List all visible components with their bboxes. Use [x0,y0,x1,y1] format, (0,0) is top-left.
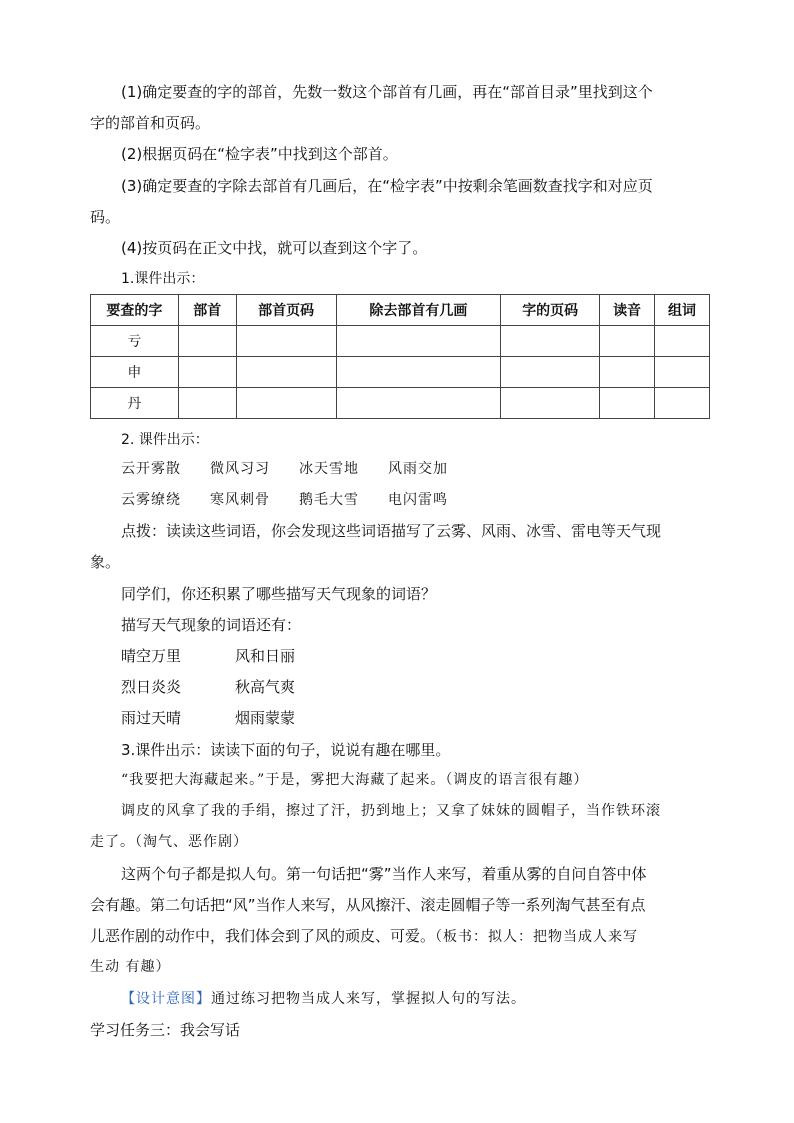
table-header: 字的页码 [501,295,600,326]
extra-weather-word: 雨过天晴 [121,709,182,727]
table-row [91,326,710,357]
task-3-title: 学习任务三：我会写话 [90,1021,241,1039]
table-cell [178,388,236,419]
table-header: 读音 [600,295,655,326]
step-1-line-1: (1)确定要查的字的部首，先数一数这个部首有几画，再在“部首目录”里找到这个 [121,83,653,101]
lookup-table [90,294,710,419]
section-3-title: 3.课件出示：读读下面的句子，说说有趣在哪里。 [121,741,451,759]
table-cell [336,388,501,419]
step-2: (2)根据页码在“检字表”中找到这个部首。 [121,145,398,163]
table-cell [655,326,710,357]
example-sentence-2-line-1: 调皮的风拿了我的手绢，擦过了汗，扔到地上；又拿了妹妹的圆帽子，当作铁环滚 [121,803,661,819]
weather-word: 微风习习 [210,461,270,477]
extra-weather-word: 烟雨蒙蒙 [235,709,296,727]
table-header-row [91,295,710,326]
table-header: 部首页码 [236,295,336,326]
table-cell [178,326,236,357]
question: 同学们，你还积累了哪些描写天气现象的词语？ [121,585,437,603]
table-cell [600,326,655,357]
explanation-line-3 [90,926,638,947]
step-1-line-2: 字的部首和页码。 [90,114,211,132]
blackboard-note-end: 生动 有趣） [90,959,171,975]
example-sentence-1: “我要把大海藏起来。”于是，雾把大海藏了起来。（调皮的语言很有趣） [121,772,589,788]
extra-weather-word: 秋高气爽 [235,678,296,696]
table-header: 部首 [178,295,236,326]
table-cell [501,326,600,357]
table-cell [600,388,655,419]
table-cell [600,357,655,388]
table-row [91,357,710,388]
table-cell [655,357,710,388]
table-cell: 申 [91,357,179,388]
weather-word: 寒风刺骨 [210,492,270,508]
tip-line-1: 点拨：读读这些词语，你会发现这些词语描写了云雾、风雨、冰雪、雷电等天气现 [121,522,662,540]
table-cell [236,357,336,388]
extra-weather-word: 风和日丽 [235,647,296,665]
table-cell [336,357,501,388]
table-header: 除去部首有几画 [336,295,501,326]
table-cell [655,388,710,419]
table-cell [236,326,336,357]
section-1-title: 1.课件出示： [121,271,205,287]
blackboard-note: （板书：拟人：把物当成人来写 [435,929,639,945]
table-cell [178,357,236,388]
step-3-line-1: (3)确定要查的字除去部首有几画后，在“检字表”中按剩余笔画数查找字和对应页 [121,177,653,195]
step-3-line-2: 码。 [90,208,121,226]
table-row [91,388,710,419]
table-cell [236,388,336,419]
explanation-line-3-text: 儿恶作剧的动作中，我们体会到了风的顽皮、可爱。 [90,927,436,945]
table-header: 要查的字 [91,295,179,326]
table-cell [336,326,501,357]
explanation-line-1: 这两个句子都是拟人句。第一句话把“雾”当作人来写，着重从雾的自问自答中体 [121,865,647,883]
step-4: (4)按页码在正文中找，就可以查到这个字了。 [121,239,428,257]
more-words-intro: 描写天气现象的词语还有： [121,616,302,634]
design-intent-text: 通过练习把物当成人来写，掌握拟人句的写法。 [211,991,526,1007]
design-intent-label: 【设计意图】 [121,991,211,1007]
table-cell [501,388,600,419]
table-cell [501,357,600,388]
weather-word: 电闪雷鸣 [388,492,448,508]
table-cell: 丹 [91,388,179,419]
weather-word: 云开雾散 [121,461,181,477]
table-cell: 亏 [91,326,179,357]
example-sentence-2-line-2: 走了。（淘气、恶作剧） [90,834,248,850]
weather-word: 鹅毛大雪 [299,492,359,508]
extra-weather-word: 烈日炎炎 [121,678,182,696]
extra-weather-word: 晴空万里 [121,647,182,665]
table-header: 组词 [655,295,710,326]
tip-line-2: 象。 [90,553,121,571]
section-2-title: 2. 课件出示： [121,432,209,448]
weather-word: 冰天雪地 [299,461,359,477]
explanation-line-2: 会有趣。第二句话把“风”当作人来写，从风擦汗、滚走圆帽子等一系列淘气甚至有点 [90,896,646,914]
weather-word: 云雾缭绕 [121,492,181,508]
weather-word: 风雨交加 [388,461,448,477]
design-intent [121,989,526,1009]
